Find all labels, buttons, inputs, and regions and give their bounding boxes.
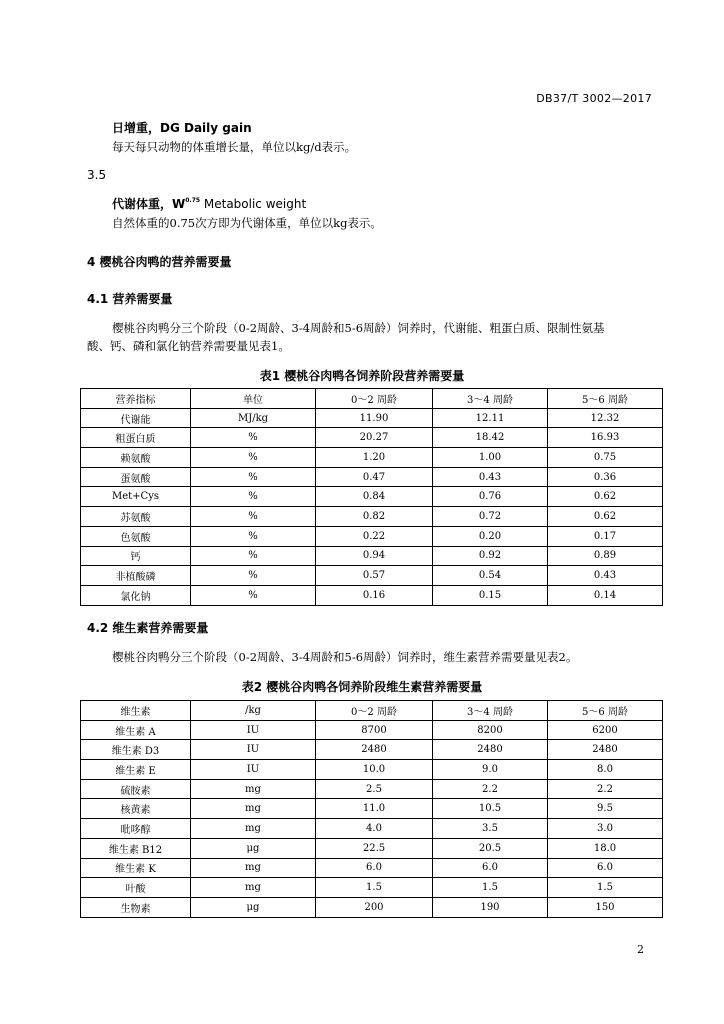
table-cell: 0.16 bbox=[316, 585, 433, 605]
table-cell: 0.82 bbox=[316, 507, 433, 527]
table-cell: 0.76 bbox=[433, 487, 548, 507]
table-cell: 0.94 bbox=[316, 546, 433, 566]
table-cell: 0.36 bbox=[548, 467, 663, 487]
table-cell: IU bbox=[191, 740, 316, 760]
term-daily-gain-title: 日增重，DG Daily gain bbox=[112, 121, 252, 135]
table-cell: 苏氨酸 bbox=[81, 507, 191, 527]
table-cell: 3.5 bbox=[433, 819, 548, 839]
table-row bbox=[81, 566, 663, 586]
section-4-1-heading: 4.1 营养需要量 bbox=[87, 292, 173, 306]
term-metabolic-weight-prefix: 代谢体重，W bbox=[112, 197, 186, 211]
table-cell: 1.5 bbox=[433, 878, 548, 898]
table-cell: % bbox=[191, 526, 316, 546]
table-cell: 0.54 bbox=[433, 566, 548, 586]
table-cell: 代谢能 bbox=[81, 408, 191, 428]
table2-header-cell: 3～4 周龄 bbox=[433, 701, 548, 721]
table-cell: IU bbox=[191, 720, 316, 740]
table1-caption: 表1 樱桃谷肉鸭各饲养阶段营养需要量 bbox=[259, 369, 465, 383]
section-4-1-paragraph-line2: 酸、钙、磷和氯化钠营养需要量见表1。 bbox=[87, 339, 290, 353]
table-cell: 22.5 bbox=[316, 838, 433, 858]
table-cell: 4.0 bbox=[316, 819, 433, 839]
document-code: DB37/T 3002—2017 bbox=[536, 92, 652, 105]
table-row bbox=[81, 897, 663, 917]
table-cell: mg bbox=[191, 878, 316, 898]
table2-header-cell: 5～6 周龄 bbox=[548, 701, 663, 721]
table-row bbox=[81, 799, 663, 819]
table-cell: 8700 bbox=[316, 720, 433, 740]
table-cell: 2480 bbox=[433, 740, 548, 760]
section-number-3-5: 3.5 bbox=[87, 168, 107, 182]
table1-header-cell: 0～2 周龄 bbox=[316, 389, 433, 409]
table-row bbox=[81, 878, 663, 898]
table-row bbox=[81, 408, 663, 428]
table-cell: 8.0 bbox=[548, 760, 663, 780]
table-cell: 0.47 bbox=[316, 467, 433, 487]
table-cell: % bbox=[191, 585, 316, 605]
table-cell: μg bbox=[191, 897, 316, 917]
table-cell: 6.0 bbox=[433, 858, 548, 878]
table-cell: 12.32 bbox=[548, 408, 663, 428]
table-cell: mg bbox=[191, 858, 316, 878]
section-4-heading: 4 樱桃谷肉鸭的营养需要量 bbox=[87, 255, 232, 269]
table-cell: 核黄素 bbox=[81, 799, 191, 819]
table2-header-cell: /kg bbox=[191, 701, 316, 721]
term-daily-gain-definition: 每天每只动物的体重增长量，单位以kg/d表示。 bbox=[112, 140, 357, 154]
table-row bbox=[81, 448, 663, 468]
table-cell: IU bbox=[191, 760, 316, 780]
table-cell: 9.5 bbox=[548, 799, 663, 819]
table-cell: 0.17 bbox=[548, 526, 663, 546]
table-row bbox=[81, 507, 663, 527]
table-cell: 0.62 bbox=[548, 507, 663, 527]
table-row bbox=[81, 740, 663, 760]
table-cell: % bbox=[191, 428, 316, 448]
table-cell: 6200 bbox=[548, 720, 663, 740]
table-row bbox=[81, 585, 663, 605]
table-cell: mg bbox=[191, 819, 316, 839]
table-cell: 6.0 bbox=[548, 858, 663, 878]
table-cell: 2.5 bbox=[316, 779, 433, 799]
table-cell: 0.14 bbox=[548, 585, 663, 605]
table-cell: 色氨酸 bbox=[81, 526, 191, 546]
table-cell: 维生素 D3 bbox=[81, 740, 191, 760]
table-cell: 20.5 bbox=[433, 838, 548, 858]
term-metabolic-weight-title bbox=[112, 195, 306, 212]
table-cell: 16.93 bbox=[548, 428, 663, 448]
table1-header-cell: 营养指标 bbox=[81, 389, 191, 409]
table-cell: 10.0 bbox=[316, 760, 433, 780]
term-metabolic-weight-definition: 自然体重的0.75次方即为代谢体重，单位以kg表示。 bbox=[112, 216, 382, 230]
table1-header-cell: 5～6 周龄 bbox=[548, 389, 663, 409]
table-cell: 蛋氨酸 bbox=[81, 467, 191, 487]
table-cell: 硫胺素 bbox=[81, 779, 191, 799]
term-metabolic-weight-exponent: 0.75 bbox=[185, 197, 201, 204]
table-cell: % bbox=[191, 448, 316, 468]
table-cell: 10.5 bbox=[433, 799, 548, 819]
table-cell: 粗蛋白质 bbox=[81, 428, 191, 448]
table-cell: 0.92 bbox=[433, 546, 548, 566]
table-cell: 维生素 E bbox=[81, 760, 191, 780]
table1-header-cell: 单位 bbox=[191, 389, 316, 409]
table1-header-row bbox=[81, 389, 663, 409]
table-cell: 0.57 bbox=[316, 566, 433, 586]
table-cell: 11.0 bbox=[316, 799, 433, 819]
table-cell: 钙 bbox=[81, 546, 191, 566]
table-cell: 生物素 bbox=[81, 897, 191, 917]
table-cell: 0.43 bbox=[548, 566, 663, 586]
table-row bbox=[81, 720, 663, 740]
table2-header-cell: 0～2 周龄 bbox=[316, 701, 433, 721]
table-cell: 0.22 bbox=[316, 526, 433, 546]
table-cell: 氯化钠 bbox=[81, 585, 191, 605]
table-row bbox=[81, 487, 663, 507]
table-cell: 维生素 B12 bbox=[81, 838, 191, 858]
table-cell: 0.15 bbox=[433, 585, 548, 605]
term-metabolic-weight-english: Metabolic weight bbox=[200, 197, 307, 211]
table-cell: 9.0 bbox=[433, 760, 548, 780]
section-4-2-paragraph: 樱桃谷肉鸭分三个阶段（0-2周龄、3-4周龄和5-6周龄）饲养时，维生素营养需要量见表2。 bbox=[112, 650, 578, 664]
table-cell: 2480 bbox=[316, 740, 433, 760]
table-cell: mg bbox=[191, 779, 316, 799]
table-cell: 1.20 bbox=[316, 448, 433, 468]
page-number: 2 bbox=[637, 943, 644, 956]
table-cell: 20.27 bbox=[316, 428, 433, 448]
table-cell: % bbox=[191, 487, 316, 507]
table-cell: 1.5 bbox=[548, 878, 663, 898]
table-cell: 190 bbox=[433, 897, 548, 917]
table2-caption: 表2 樱桃谷肉鸭各饲养阶段维生素营养需要量 bbox=[241, 680, 483, 694]
table-cell: % bbox=[191, 566, 316, 586]
table-cell: 2480 bbox=[548, 740, 663, 760]
table-cell: 18.0 bbox=[548, 838, 663, 858]
table-row bbox=[81, 526, 663, 546]
table-cell: 1.5 bbox=[316, 878, 433, 898]
table-cell: 0.84 bbox=[316, 487, 433, 507]
table-cell: 3.0 bbox=[548, 819, 663, 839]
table-cell: 赖氨酸 bbox=[81, 448, 191, 468]
table-cell: 0.75 bbox=[548, 448, 663, 468]
table2-vitamin-requirements bbox=[80, 700, 663, 918]
table-cell: 18.42 bbox=[433, 428, 548, 448]
table-cell: 吡哆醇 bbox=[81, 819, 191, 839]
table-cell: 8200 bbox=[433, 720, 548, 740]
table1-nutrient-requirements bbox=[80, 388, 663, 606]
table-cell: 维生素 A bbox=[81, 720, 191, 740]
section-4-1-paragraph-line1: 樱桃谷肉鸭分三个阶段（0-2周龄、3-4周龄和5-6周龄）饲养时，代谢能、粗蛋白质、限制性氨基 bbox=[112, 321, 605, 335]
table-cell: 11.90 bbox=[316, 408, 433, 428]
table-cell: μg bbox=[191, 838, 316, 858]
table-cell: 12.11 bbox=[433, 408, 548, 428]
table-row bbox=[81, 546, 663, 566]
table-cell: 非植酸磷 bbox=[81, 566, 191, 586]
table-cell: 150 bbox=[548, 897, 663, 917]
table-cell: 0.72 bbox=[433, 507, 548, 527]
table-cell: 叶酸 bbox=[81, 878, 191, 898]
section-4-2-heading: 4.2 维生素营养需要量 bbox=[87, 621, 209, 635]
table-cell: % bbox=[191, 546, 316, 566]
table-cell: 2.2 bbox=[548, 779, 663, 799]
table-cell: mg bbox=[191, 799, 316, 819]
table-cell: MJ/kg bbox=[191, 408, 316, 428]
table-cell: 0.62 bbox=[548, 487, 663, 507]
table-cell: % bbox=[191, 467, 316, 487]
table2-header-cell: 维生素 bbox=[81, 701, 191, 721]
table-cell: 0.20 bbox=[433, 526, 548, 546]
table-row bbox=[81, 779, 663, 799]
table-row bbox=[81, 467, 663, 487]
table-row bbox=[81, 760, 663, 780]
table-cell: 0.89 bbox=[548, 546, 663, 566]
table-cell: 0.43 bbox=[433, 467, 548, 487]
table-cell: 6.0 bbox=[316, 858, 433, 878]
table-cell: Met+Cys bbox=[81, 487, 191, 507]
table1-header-cell: 3～4 周龄 bbox=[433, 389, 548, 409]
table-row bbox=[81, 858, 663, 878]
table-cell: 2.2 bbox=[433, 779, 548, 799]
table-cell: 维生素 K bbox=[81, 858, 191, 878]
table-cell: 1.00 bbox=[433, 448, 548, 468]
table-cell: % bbox=[191, 507, 316, 527]
table-row bbox=[81, 428, 663, 448]
table-cell: 200 bbox=[316, 897, 433, 917]
table2-header-row bbox=[81, 701, 663, 721]
table-row bbox=[81, 838, 663, 858]
table-row bbox=[81, 819, 663, 839]
